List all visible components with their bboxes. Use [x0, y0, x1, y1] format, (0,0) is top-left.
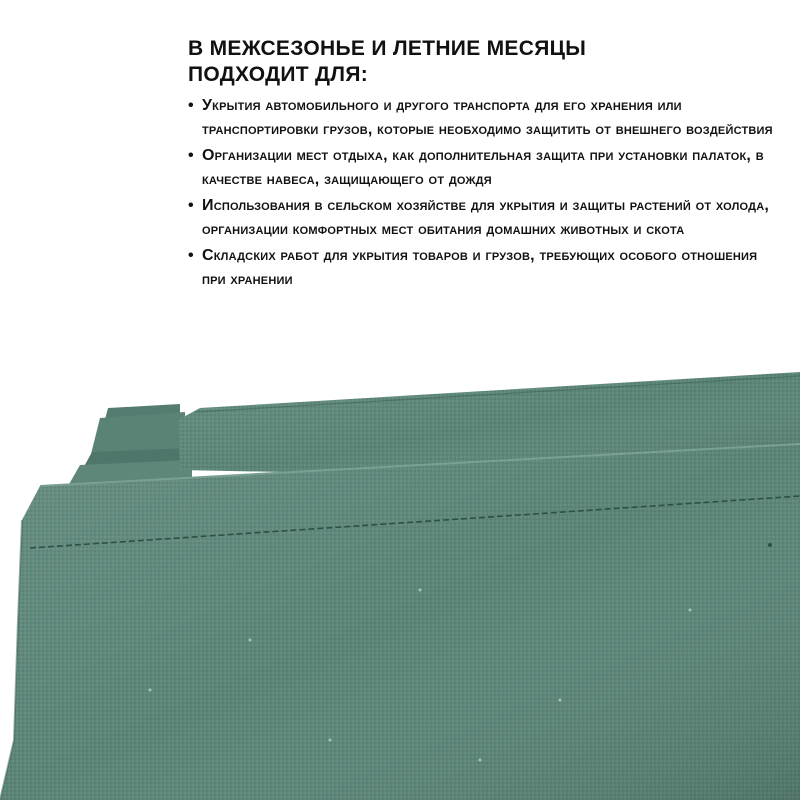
bullet-icon: • — [188, 247, 194, 264]
bullet-icon: • — [188, 197, 194, 214]
list-item-text: Складских работ для укрытия товаров и грузов, требующих особого отношения при хранении — [202, 247, 758, 288]
list-item — [188, 194, 778, 241]
heading-line-2: ПОДХОДИТ ДЛЯ: — [188, 63, 369, 86]
heading-line-1: В МЕЖСЕЗОНЬЕ И ЛЕТНИЕ МЕСЯЦЫ — [188, 37, 587, 60]
description-text-block — [188, 36, 778, 294]
list-item — [188, 144, 778, 191]
usage-list — [188, 94, 778, 291]
list-item — [188, 94, 778, 141]
list-item — [188, 244, 778, 291]
bullet-icon: • — [188, 147, 194, 164]
heading — [188, 36, 778, 88]
list-item-text: Укрытия автомобильного и другого транспорта для его хранения или транспортировки грузов, которые необходимо защитить от внешнего воздействия — [202, 97, 773, 138]
list-item-text: Использования в сельском хозяйстве для укрытия и защиты растений от холода, организации комфортных мест обитания домашних животных и скота — [202, 197, 769, 238]
bullet-icon: • — [188, 97, 194, 114]
list-item-text: Организации мест отдыха, как дополнительная защита при установки палаток, в качестве навеса, защищающего от дождя — [202, 147, 764, 188]
